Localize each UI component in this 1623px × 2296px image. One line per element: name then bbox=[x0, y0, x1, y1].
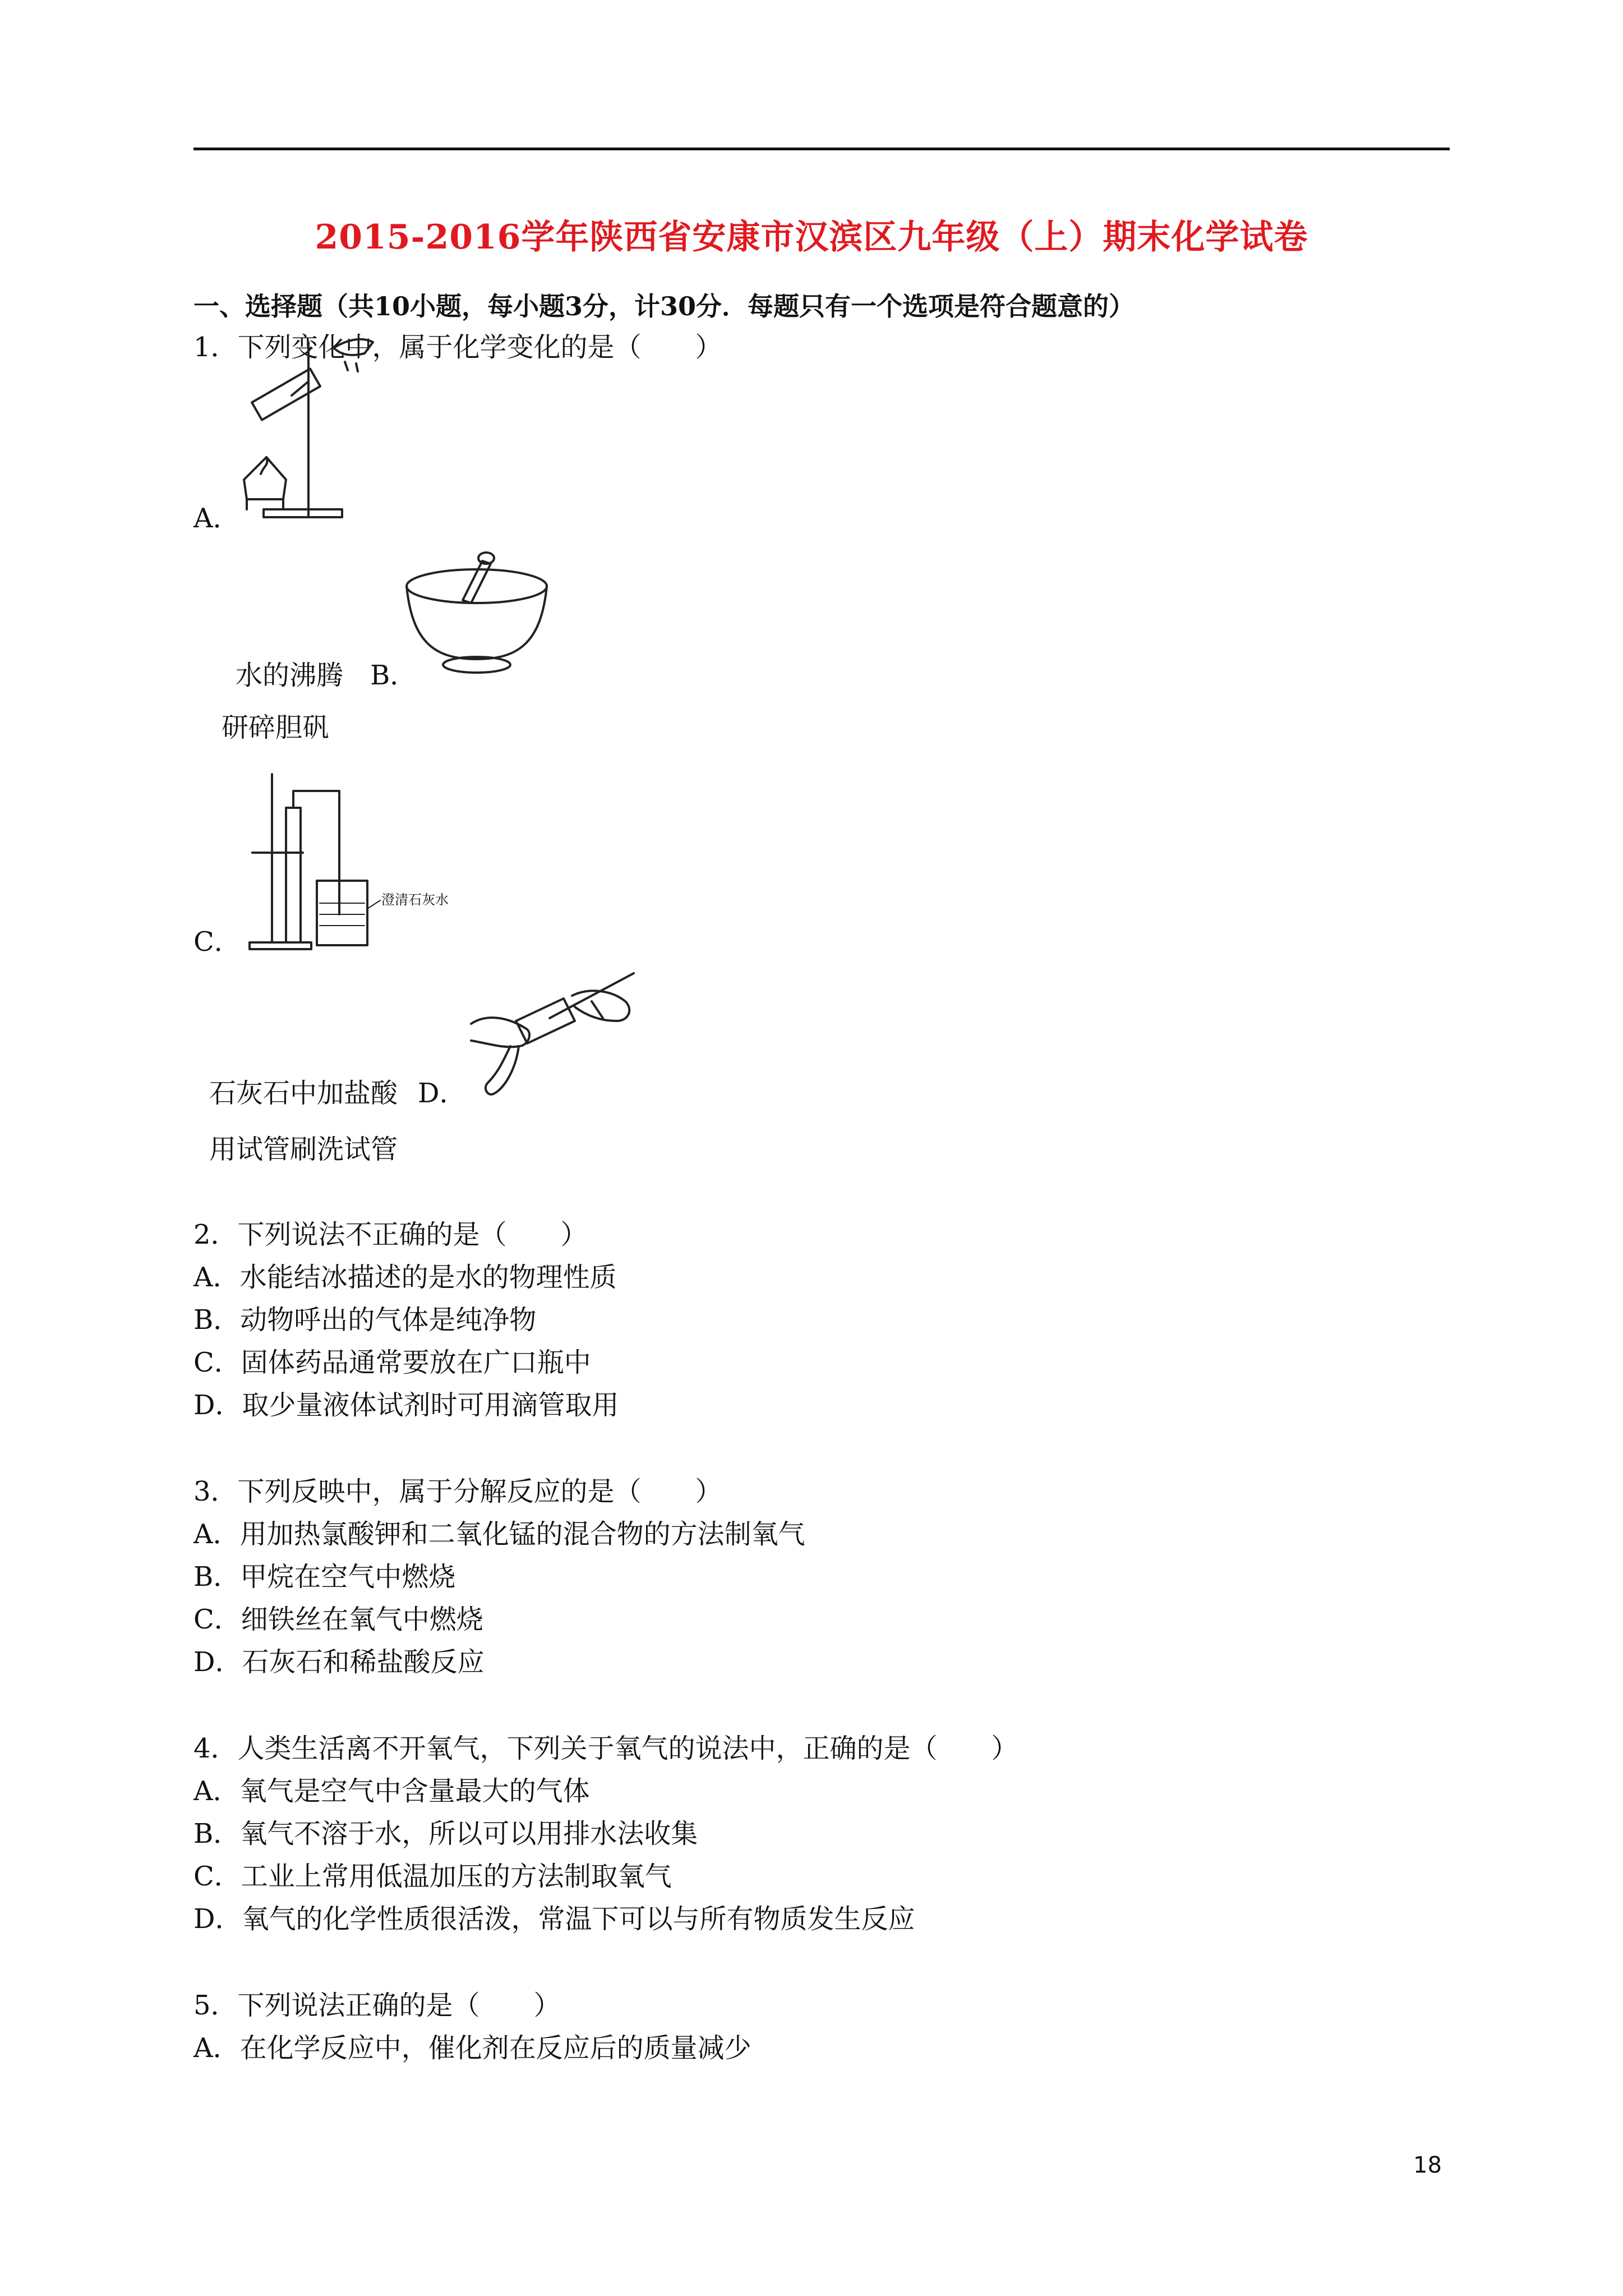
page-title: 2015-2016学年陕西省安康市汉滨区九年级（上）期末化学试卷 bbox=[315, 218, 1308, 257]
q1-option-b-letter: B． bbox=[370, 660, 417, 691]
section-heading: 一、选择题（共10小题，每小题3分，计30分．每题只有一个选项是符合题意的） bbox=[193, 291, 1135, 321]
q3-option-d: D．石灰石和稀盐酸反应 bbox=[193, 1646, 485, 1678]
figure-c-beaker-label: 澄清石灰水 bbox=[381, 892, 449, 908]
q1-option-c-text: 石灰石中加盐酸 bbox=[209, 1078, 398, 1109]
question-4-stem: 4．人类生活离不开氧气，下列关于氧气的说法中，正确的是（ ） bbox=[193, 1733, 1018, 1764]
q2-option-a: A．水能结冰描述的是水的物理性质 bbox=[193, 1262, 617, 1293]
header-rule bbox=[193, 148, 1450, 150]
q5-option-a: A．在化学反应中，催化剂在反应后的质量减少 bbox=[193, 2032, 751, 2064]
q4-option-b: B．氧气不溶于水，所以可以用排水法收集 bbox=[193, 1818, 698, 1849]
q1-option-b-text: 研碎胆矾 bbox=[222, 712, 330, 743]
q2-option-b: B．动物呼出的气体是纯净物 bbox=[193, 1304, 537, 1336]
q1-option-a-text: 水的沸腾 bbox=[236, 660, 344, 691]
figure-b-mortar-and-pestle bbox=[401, 547, 552, 676]
q3-option-c: C．细铁丝在氧气中燃烧 bbox=[193, 1604, 483, 1635]
q1-option-d-letter: D． bbox=[418, 1078, 467, 1109]
q4-option-a: A．氧气是空气中含量最大的气体 bbox=[193, 1775, 590, 1807]
page-number: 18 bbox=[1413, 2152, 1442, 2178]
q4-option-d: D．氧气的化学性质很活泼，常温下可以与所有物质发生反应 bbox=[193, 1903, 915, 1935]
q2-option-d: D．取少量液体试剂时可用滴管取用 bbox=[193, 1389, 619, 1421]
question-5-stem: 5．下列说法正确的是（ ） bbox=[193, 1990, 561, 2021]
figure-a-heating-apparatus bbox=[230, 331, 398, 522]
figure-c-gas-apparatus bbox=[241, 769, 421, 954]
q1-option-a-letter: A． bbox=[193, 503, 240, 534]
question-2-stem: 2．下列说法不正确的是（ ） bbox=[193, 1219, 588, 1250]
question-3-stem: 3．下列反映中，属于分解反应的是（ ） bbox=[193, 1476, 722, 1507]
q3-option-b: B．甲烷在空气中燃烧 bbox=[193, 1561, 456, 1593]
q4-option-c: C．工业上常用低温加压的方法制取氧气 bbox=[193, 1861, 672, 1892]
q2-option-c: C．固体药品通常要放在广口瓶中 bbox=[193, 1347, 591, 1378]
q3-option-a: A．用加热氯酸钾和二氧化锰的混合物的方法制氧气 bbox=[193, 1519, 805, 1550]
question-1-stem: 1．下列变化中，属于化学变化的是（ ） bbox=[193, 332, 722, 363]
q1-option-d-text: 用试管刷洗试管 bbox=[209, 1134, 398, 1165]
figure-d-test-tube-brush bbox=[465, 968, 639, 1114]
q1-option-c-letter: C． bbox=[193, 926, 241, 958]
